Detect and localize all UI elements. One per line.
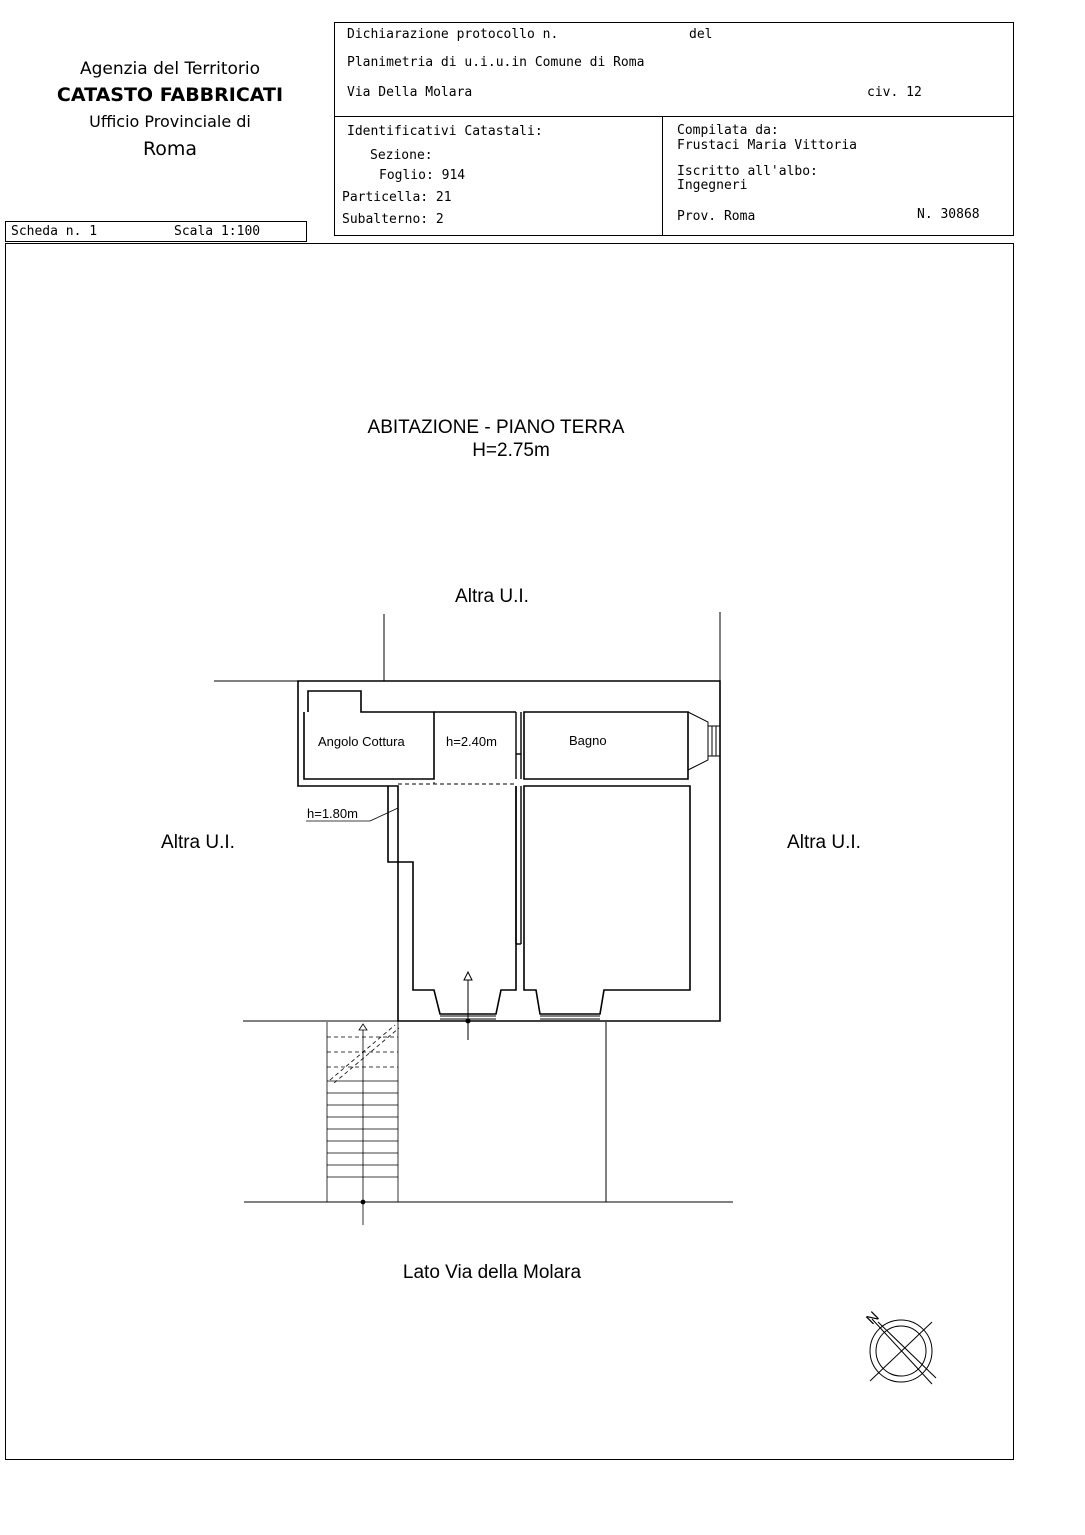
office-city: Roma bbox=[142, 138, 198, 160]
subalterno-field: Subalterno: 2 bbox=[342, 212, 444, 227]
foglio-field: Foglio: 914 bbox=[379, 168, 466, 183]
catasto-title: CATASTO FABBRICATI bbox=[56, 84, 284, 106]
sezione-field: Sezione: bbox=[370, 148, 433, 163]
address-text: Via Della Molara bbox=[347, 85, 473, 100]
planimetria-text: Planimetria di u.i.u.in Comune di Roma bbox=[347, 55, 645, 70]
top-neighbor-label: Altra U.I. bbox=[455, 586, 529, 607]
province-field: Prov. Roma bbox=[677, 209, 756, 224]
civic-number: civ. 12 bbox=[867, 85, 922, 100]
albo-label: Iscritto all'albo: bbox=[677, 164, 818, 179]
street-side-label: Lato Via della Molara bbox=[402, 1262, 582, 1283]
office-name: Ufficio Provinciale di bbox=[89, 112, 251, 131]
compiler-label: Compilata da: bbox=[677, 123, 779, 138]
boundary-lines bbox=[214, 612, 733, 1202]
bath-window bbox=[688, 712, 720, 770]
left-neighbor-label: Altra U.I. bbox=[161, 832, 235, 853]
right-neighbor-label: Altra U.I. bbox=[787, 832, 861, 853]
room-kitchen-label: Angolo Cottura bbox=[318, 734, 405, 749]
particella-field: Particella: 21 bbox=[342, 190, 452, 205]
north-label: N bbox=[863, 1308, 883, 1329]
protocol-label: Dichiarazione protocollo n. bbox=[347, 27, 559, 42]
scheda-number: Scheda n. 1 bbox=[11, 224, 98, 239]
compiler-name: Frustaci Maria Vittoria bbox=[677, 138, 858, 153]
low-height-label: h=1.80m bbox=[307, 806, 358, 821]
agency-name: Agenzia del Territorio bbox=[79, 59, 261, 79]
outer-walls bbox=[298, 681, 720, 1021]
room-bath-label: Bagno bbox=[569, 733, 607, 748]
protocol-del: del bbox=[689, 27, 713, 42]
scheda-scale: Scala 1:100 bbox=[174, 224, 261, 239]
room-height-label: h=2.40m bbox=[446, 734, 497, 749]
albo-value: Ingegneri bbox=[677, 178, 748, 193]
north-compass-icon bbox=[870, 1319, 936, 1384]
plan-height: H=2.75m bbox=[472, 440, 550, 461]
plan-title: ABITAZIONE - PIANO TERRA bbox=[367, 417, 625, 438]
registration-number: N. 30868 bbox=[917, 207, 980, 222]
bottom-openings bbox=[440, 972, 600, 1040]
identifiers-title: Identificativi Catastali: bbox=[347, 124, 543, 139]
